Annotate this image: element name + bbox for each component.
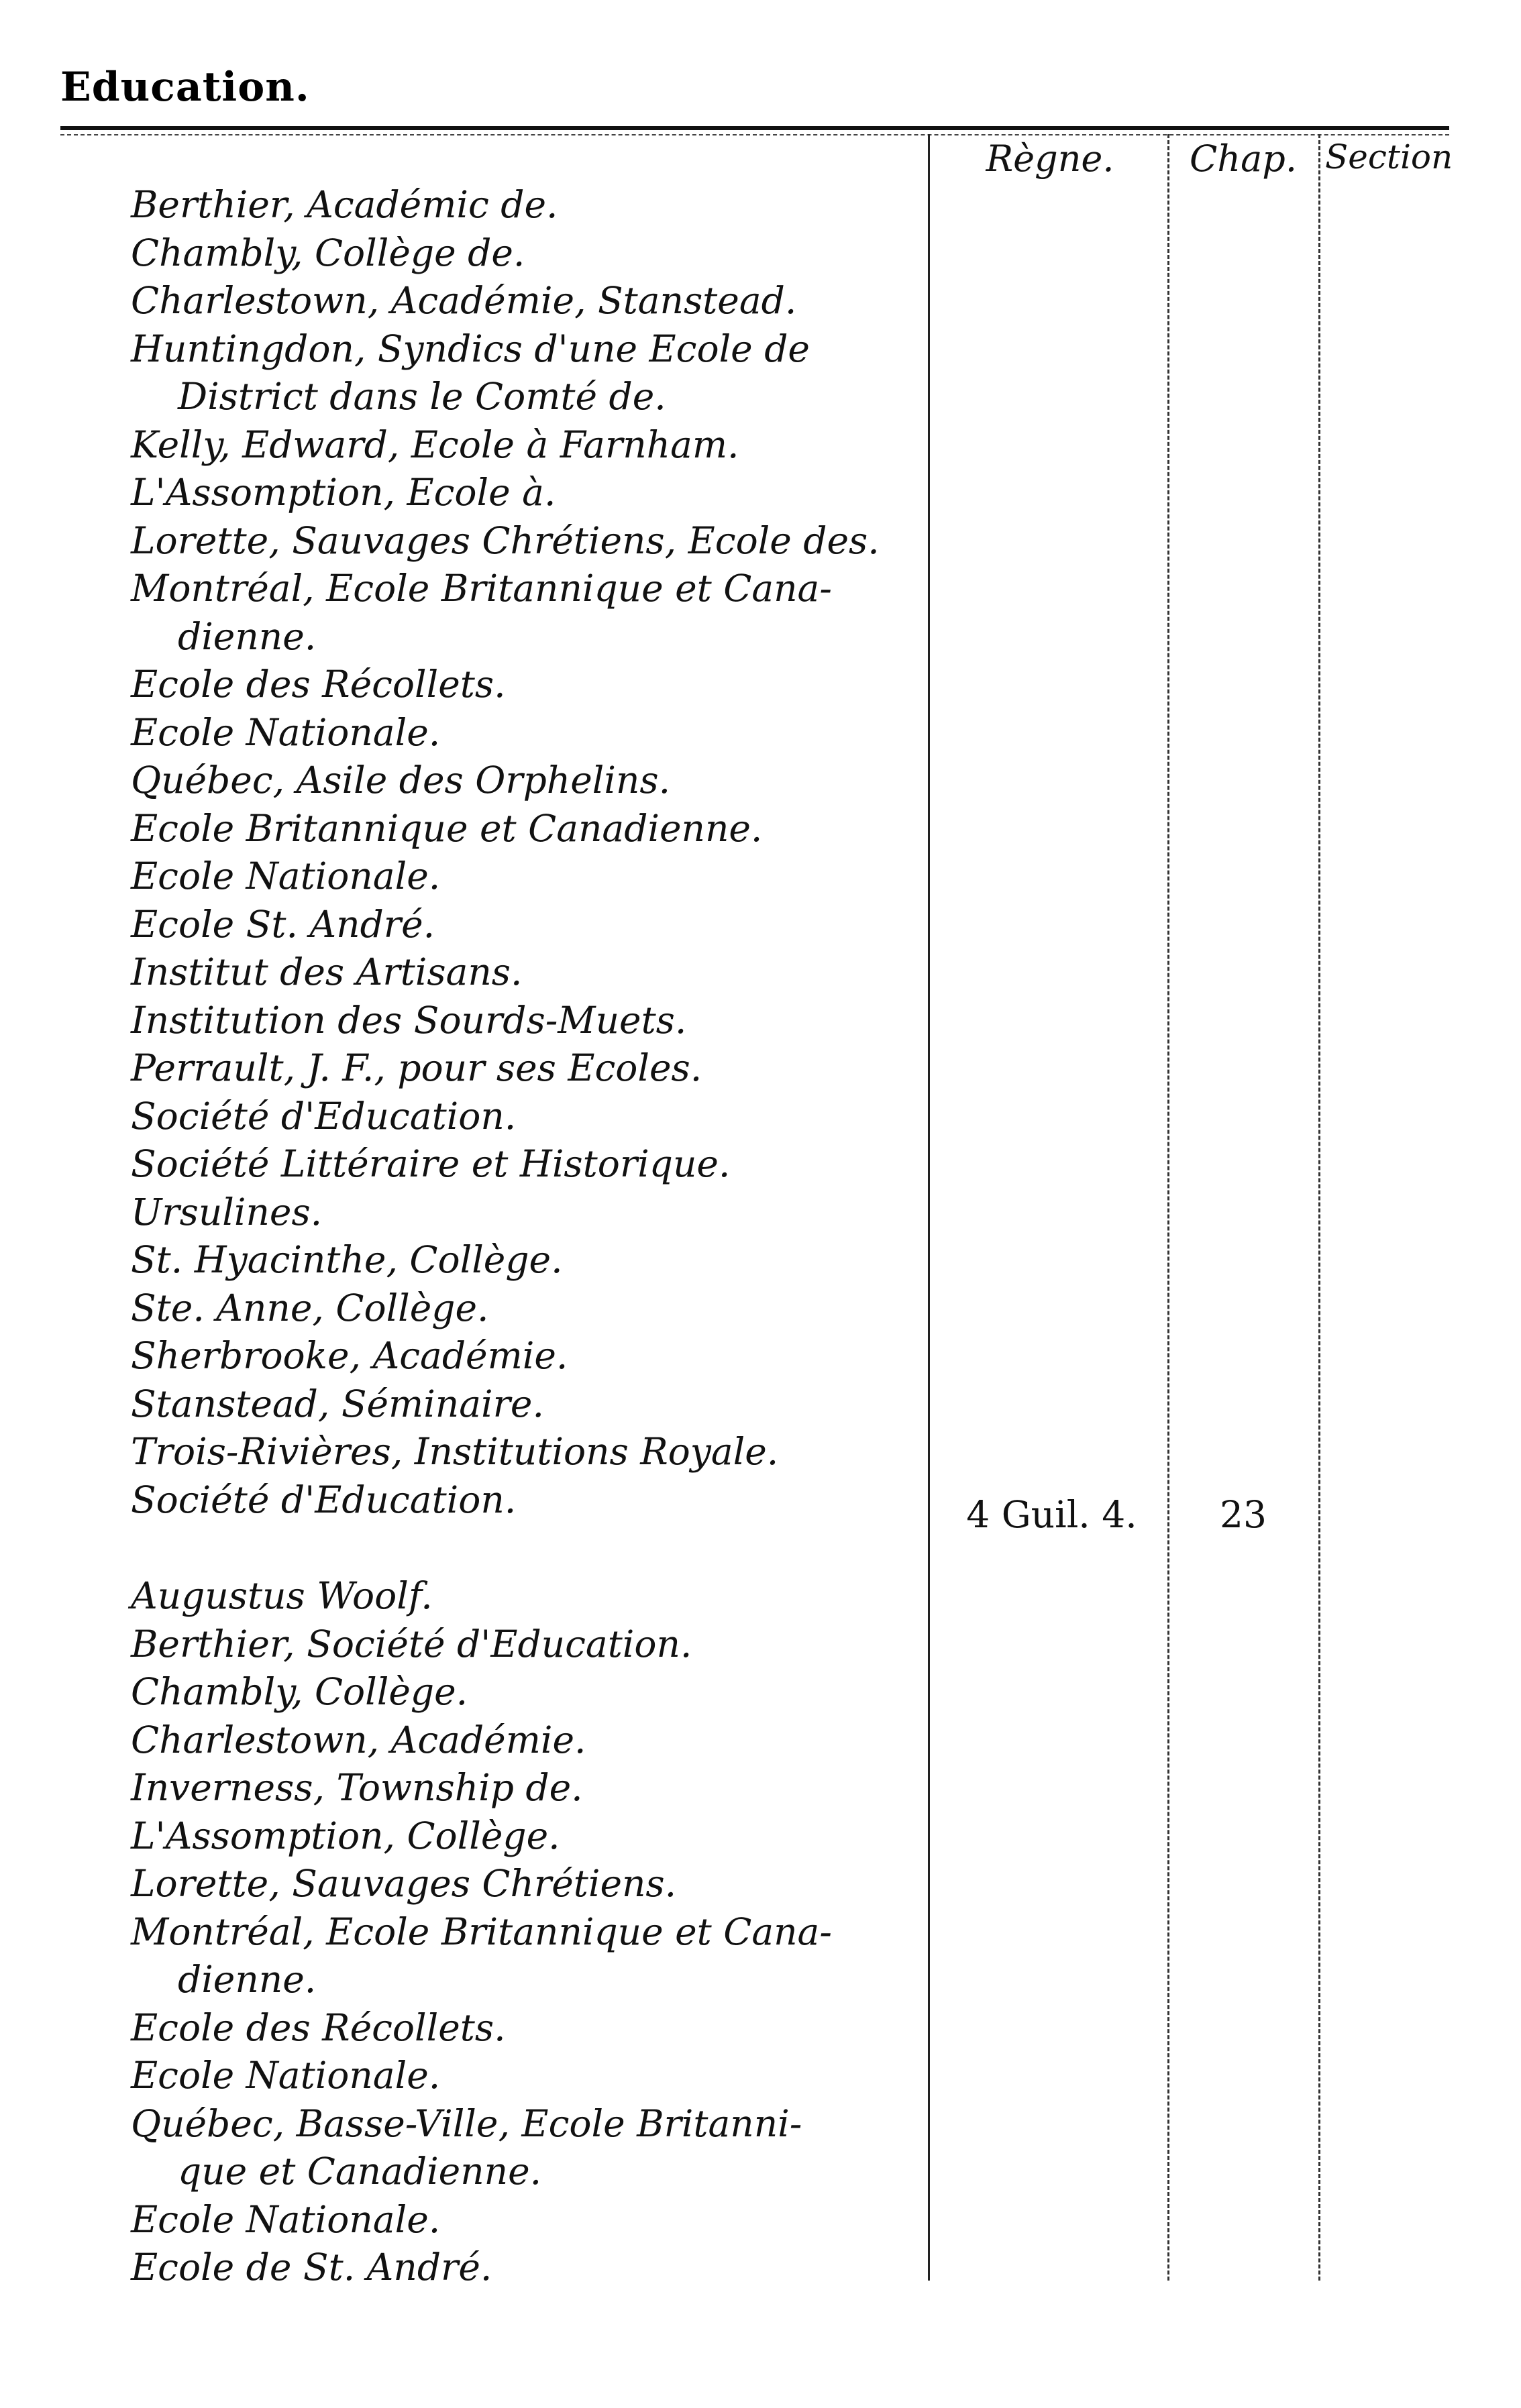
entry-item: Ecole de St. André.	[131, 2246, 492, 2289]
entry-item: Institution des Sourds-Muets.	[131, 998, 687, 1042]
entry-item: Trois-Rivières, Institutions Royale.	[131, 1430, 779, 1473]
entry-item: Huntingdon, Syndics d'une Ecole de	[131, 327, 810, 370]
entry-continuation: dienne.	[178, 1958, 317, 2001]
entry-item: Charlestown, Académie, Stanstead.	[131, 279, 797, 322]
header-rule	[60, 126, 1449, 130]
entry-item: Ursulines.	[131, 1190, 323, 1234]
entry-item: Ecole Nationale.	[131, 2054, 441, 2097]
entry-item: Augustus Woolf.	[131, 1574, 433, 1617]
entry-item: Ecole Nationale.	[131, 2197, 441, 2241]
entry-item: L'Assomption, Ecole à.	[131, 471, 556, 514]
entry-item: Ecole St. André.	[131, 902, 435, 946]
entry-continuation: District dans le Comté de.	[178, 375, 666, 418]
entry-item: Stanstead, Séminaire.	[131, 1382, 544, 1425]
page-title: Education.	[60, 64, 310, 111]
entry-item: Montréal, Ecole Britannique et Cana-	[131, 567, 832, 610]
header-rule-dashed	[60, 134, 1449, 135]
cell-chap-value: 23	[1220, 1493, 1267, 1536]
entry-item: Société d'Education.	[131, 1094, 517, 1138]
entry-item: Chambly, Collège de.	[131, 231, 525, 274]
entry-continuation: que et Canadienne.	[178, 2150, 542, 2193]
entry-item: Québec, Basse-Ville, Ecole Britanni-	[131, 2101, 802, 2145]
column-header-chap: Chap.	[1189, 138, 1298, 180]
entry-item: Montréal, Ecole Britannique et Cana-	[131, 1910, 832, 1953]
entry-item: Ecole des Récollets.	[131, 663, 506, 706]
entry-item: Ecole des Récollets.	[131, 2006, 506, 2049]
entry-item: Lorette, Sauvages Chrétiens.	[131, 1862, 677, 1905]
entry-continuation: dienne.	[178, 614, 317, 658]
entry-item: Lorette, Sauvages Chrétiens, Ecole des.	[131, 518, 880, 562]
entry-item: Berthier, Société d'Education.	[131, 1622, 692, 1665]
entry-item: Société d'Education.	[131, 1478, 517, 1521]
entry-item: L'Assomption, Collège.	[131, 1814, 560, 1857]
entry-list	[131, 181, 923, 2292]
entry-item: Ecole Nationale.	[131, 855, 441, 897]
entry-item: Perrault, J. F., pour ses Ecoles.	[131, 1046, 702, 1089]
column-divider-regne-chap	[1167, 134, 1169, 2281]
column-divider-text-regne	[928, 134, 930, 2281]
entry-item: Ecole Nationale.	[131, 710, 441, 754]
entry-item: Chambly, Collège.	[131, 1670, 468, 1713]
entry-spacer	[131, 1524, 923, 1572]
entry-item: Charlestown, Académie.	[131, 1718, 586, 1761]
entry-item: Québec, Asile des Orphelins.	[131, 759, 671, 802]
entry-item: Inverness, Township de.	[131, 1766, 583, 1809]
column-divider-chap-section	[1318, 134, 1320, 2281]
entry-item: Ecole Britannique et Canadienne.	[131, 806, 763, 850]
entry-item: Institut des Artisans.	[131, 950, 523, 993]
entry-item: Berthier, Académic de.	[131, 183, 558, 226]
entry-item: Kelly, Edward, Ecole à Farnham.	[131, 423, 739, 466]
column-header-regne: Règne.	[986, 138, 1114, 180]
entry-item: Société Littéraire et Historique.	[131, 1142, 731, 1185]
column-header-section: Section	[1325, 138, 1453, 176]
entry-item: Ste. Anne, Collège.	[131, 1286, 489, 1329]
entry-item: St. Hyacinthe, Collège.	[131, 1238, 563, 1281]
entry-item: Sherbrooke, Académie.	[131, 1334, 568, 1377]
cell-regne-value: 4 Guil. 4.	[966, 1493, 1137, 1536]
